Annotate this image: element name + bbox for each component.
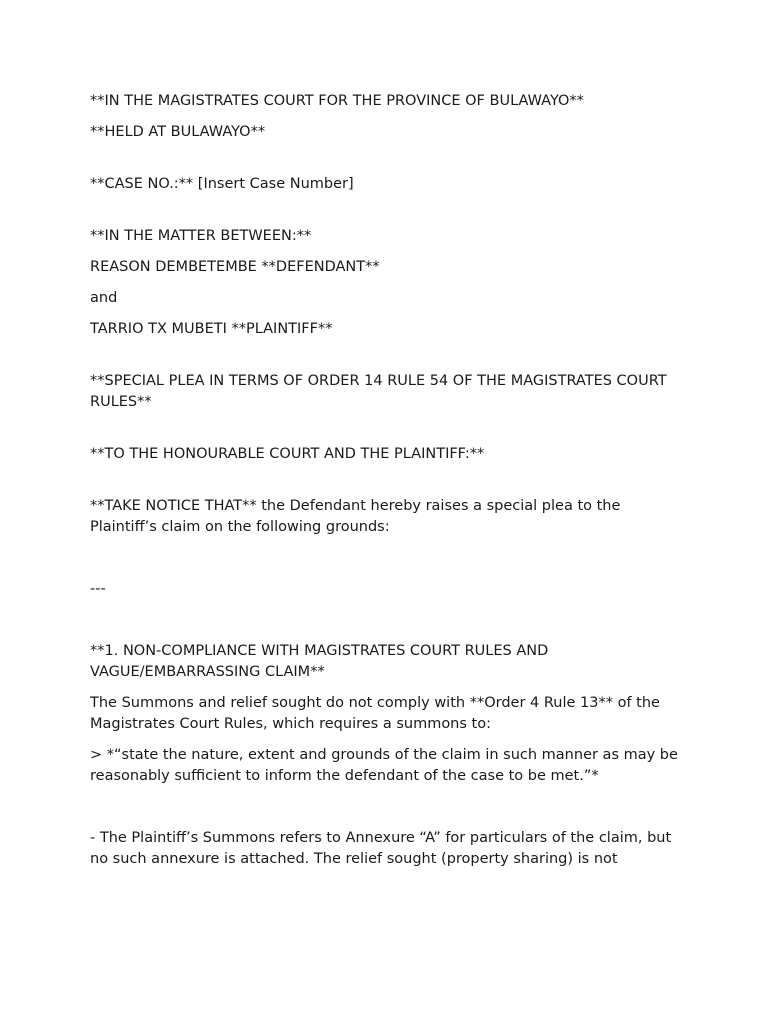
plaintiff-party-line: TARRIO TX MUBETI **PLAINTIFF** [90, 321, 333, 337]
section-separator: --- [90, 581, 106, 597]
document-page [90, 91, 690, 880]
take-notice-paragraph: **TAKE NOTICE THAT** the Defendant hereby raises a special plea to the Plaintiff’s claim on the following grounds: [90, 498, 621, 535]
ground-1-paragraph: The Summons and relief sought do not comply with **Order 4 Rule 13** of the Magistrates Court Rules, which requires a summons to: [90, 695, 660, 732]
ground-1-bullet: - The Plaintiff’s Summons refers to Annexure “A” for particulars of the claim, but no such annexure is attached. The relief sought (property sharing) is not [90, 830, 672, 867]
held-at-line: **HELD AT BULAWAYO** [90, 124, 266, 140]
ground-1-quote: > *“state the nature, extent and grounds of the claim in such manner as may be reasonably sufficient to inform the defendant of the case to be met.”* [90, 747, 678, 784]
matter-between-heading: **IN THE MATTER BETWEEN:** [90, 228, 312, 244]
ground-1-heading: **1. NON-COMPLIANCE WITH MAGISTRATES COURT RULES AND VAGUE/EMBARRASSING CLAIM** [90, 643, 549, 680]
special-plea-title: **SPECIAL PLEA IN TERMS OF ORDER 14 RULE 54 OF THE MAGISTRATES COURT RULES** [90, 373, 667, 410]
and-line: and [90, 290, 118, 306]
defendant-party-line: REASON DEMBETEMBE **DEFENDANT** [90, 259, 380, 275]
case-number-line: **CASE NO.:** [Insert Case Number] [90, 176, 354, 192]
addressed-to-line: **TO THE HONOURABLE COURT AND THE PLAINTIFF:** [90, 446, 485, 462]
court-heading: **IN THE MAGISTRATES COURT FOR THE PROVINCE OF BULAWAYO** [90, 93, 584, 109]
